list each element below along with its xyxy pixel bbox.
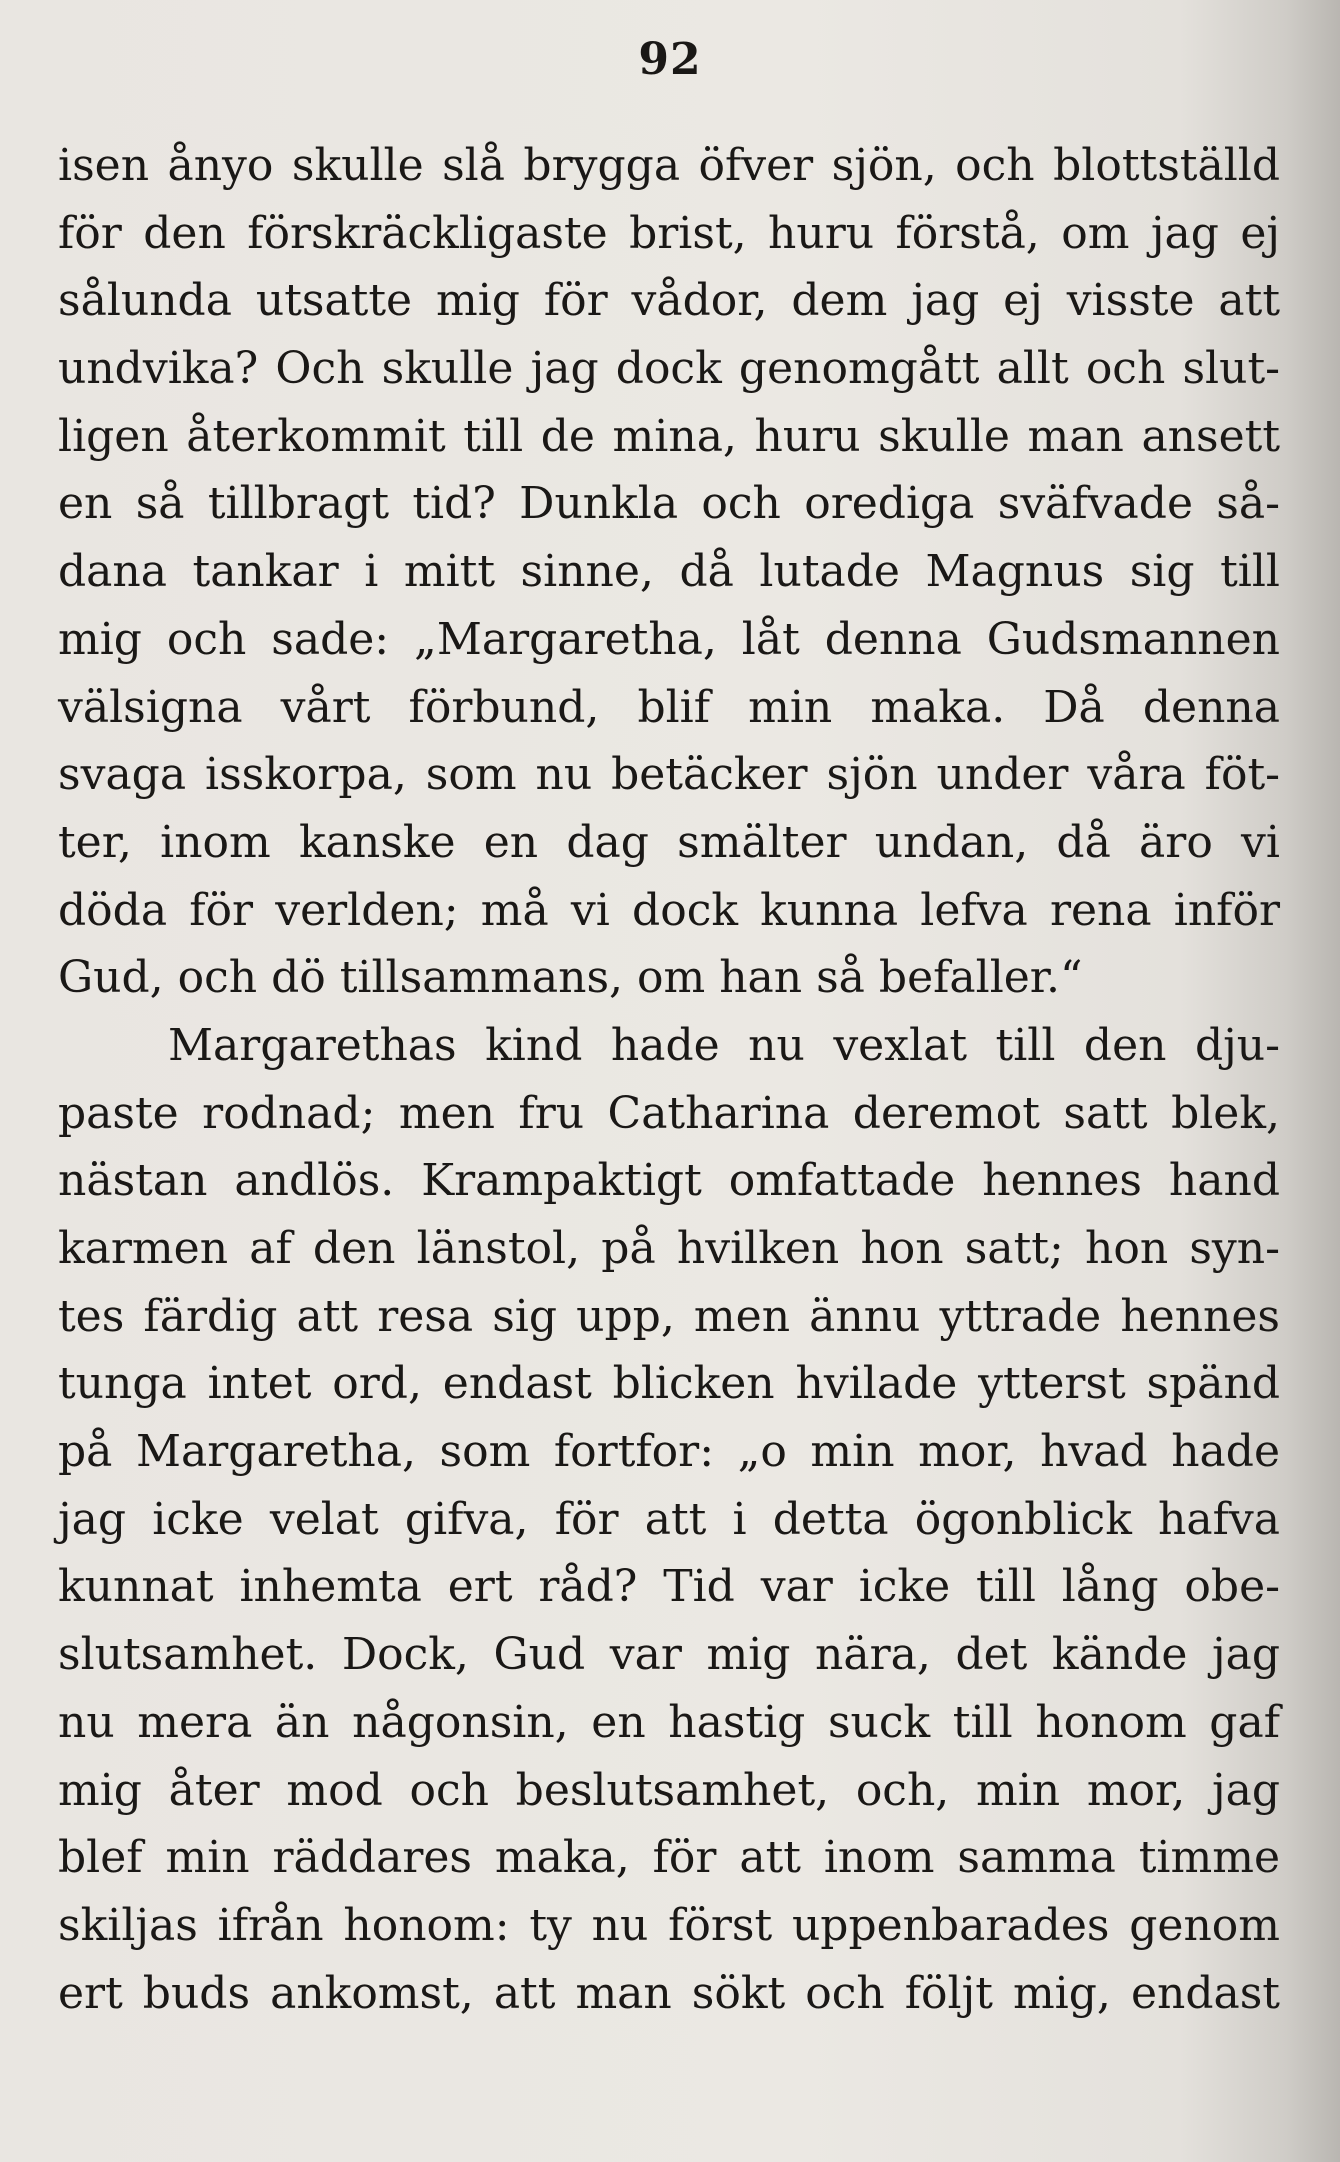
text-line: på Margaretha, som fortfor: „o min mor, hvad hade [58,1426,1280,1478]
text-line: välsigna vårt förbund, blif min maka. Då denna [58,681,1280,733]
text-line: Gud, och dö tillsammans, om han så befaller.“ [58,952,1083,1004]
page-number: 92 [638,34,702,85]
text-line: dana tankar i mitt sinne, då lutade Magnus sig till [58,546,1280,598]
text-line: svaga isskorpa, som nu betäcker sjön under våra föt- [58,749,1280,801]
text-line: Margarethas kind hade nu vexlat till den dju- [168,1019,1280,1071]
text-line: mig åter mod och beslutsamhet, och, min mor, jag [58,1764,1280,1816]
text-line: mig och sade: „Margaretha, låt denna Gudsmannen [58,613,1280,665]
text-line: blef min räddares maka, för att inom samma timme [58,1832,1280,1884]
text-line: tunga intet ord, endast blicken hvilade ytterst spänd [58,1358,1280,1410]
text-line: ter, inom kanske en dag smälter undan, då äro vi [58,816,1280,868]
text-line: skiljas ifrån honom: ty nu först uppenbarades genom [58,1899,1280,1951]
text-line: nästan andlös. Krampaktigt omfattade hennes hand [58,1155,1280,1207]
text-line: kunnat inhemta ert råd? Tid var icke till lång obe- [58,1561,1280,1613]
paragraph [58,132,1280,1012]
text-line: sålunda utsatte mig för vådor, dem jag ej visste att [58,275,1280,327]
paragraph [58,1012,1280,2027]
body-text [58,132,1280,2027]
text-line: döda för verlden; må vi dock kunna lefva rena inför [58,884,1280,936]
text-line: för den förskräckligaste brist, huru förstå, om jag ej [58,207,1280,259]
text-line: karmen af den länstol, på hvilken hon satt; hon syn- [58,1223,1280,1274]
text-line: paste rodnad; men fru Catharina deremot satt blek, [58,1087,1280,1139]
text-line: ert buds ankomst, att man sökt och följt mig, endast [58,1967,1280,2019]
text-line: ligen återkommit till de mina, huru skulle man ansett [58,410,1280,462]
text-line: isen ånyo skulle slå brygga öfver sjön, och blottställd [58,140,1280,191]
text-line: jag icke velat gifva, för att i detta ögonblick hafva [58,1493,1280,1545]
text-line: nu mera än någonsin, en hastig suck till honom gaf [58,1696,1280,1748]
text-line: en så tillbragt tid? Dunkla och orediga sväfvade så- [58,478,1280,530]
text-line: slutsamhet. Dock, Gud var mig nära, det kände jag [58,1629,1280,1681]
text-line: undvika? Och skulle jag dock genomgått allt och slut- [58,343,1280,395]
text-line: tes färdig att resa sig upp, men ännu yttrade hennes [58,1290,1280,1342]
